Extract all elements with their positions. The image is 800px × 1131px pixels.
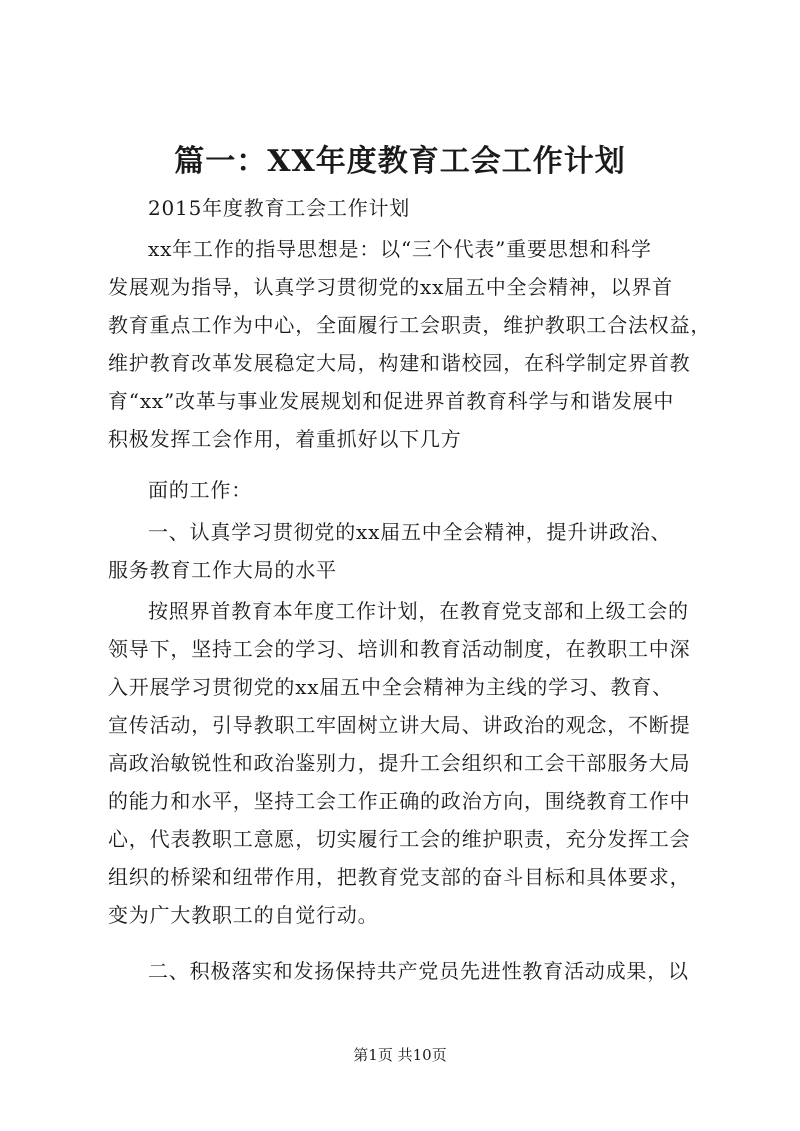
paragraph-line: 面的工作：: [148, 478, 252, 502]
page-footer: 第1页 共10页: [353, 1046, 447, 1064]
paragraph-line: 组织的桥梁和纽带作用，把教育党支部的奋斗目标和具体要求，: [108, 865, 691, 889]
paragraph-line: 发展观为指导，认真学习贯彻党的xx届五中全会精神，以界首: [108, 275, 673, 299]
paragraph-line: 宣传活动，引导教职工牢固树立讲大局、讲政治的观念，不断提: [108, 713, 691, 737]
paragraph-line: 的能力和水平，坚持工会工作正确的政治方向，围绕教育工作中: [108, 789, 691, 813]
paragraph-line: 按照界首教育本年度工作计划，在教育党支部和上级工会的: [148, 599, 689, 623]
section-heading-line: 一、认真学习贯彻党的xx届五中全会精神，提升讲政治、: [148, 520, 672, 544]
paragraph-line: 维护教育改革发展稳定大局，构建和谐校园，在科学制定界首教: [108, 351, 691, 375]
section-heading-line: 二、积极落实和发扬保持共产党员先进性教育活动成果，以: [148, 959, 689, 983]
paragraph-line: 教育重点工作为中心，全面履行工会职责，维护教职工合法权益，: [108, 313, 712, 337]
document-title: 篇一：XX年度教育工会工作计划: [174, 144, 626, 179]
paragraph-line: xx年工作的指导思想是：以“三个代表”重要思想和科学: [148, 237, 652, 261]
section-heading-line: 服务教育工作大局的水平: [108, 558, 337, 582]
paragraph-line: 领导下，坚持工会的学习、培训和教育活动制度，在教职工中深: [108, 637, 691, 661]
paragraph-line: 育“xx”改革与事业发展规划和促进界首教育科学与和谐发展中: [108, 389, 675, 413]
paragraph-line: 变为广大教职工的自觉行动。: [108, 903, 379, 927]
paragraph-line: 入开展学习贯彻党的xx届五中全会精神为主线的学习、教育、: [108, 675, 673, 699]
subtitle-line: 2015年度教育工会工作计划: [148, 196, 411, 220]
paragraph-line: 高政治敏锐性和政治鉴别力，提升工会组织和工会干部服务大局: [108, 751, 691, 775]
paragraph-line: 积极发挥工会作用，着重抓好以下几方: [108, 427, 462, 451]
paragraph-line: 心，代表教职工意愿，切实履行工会的维护职责，充分发挥工会: [108, 827, 691, 851]
